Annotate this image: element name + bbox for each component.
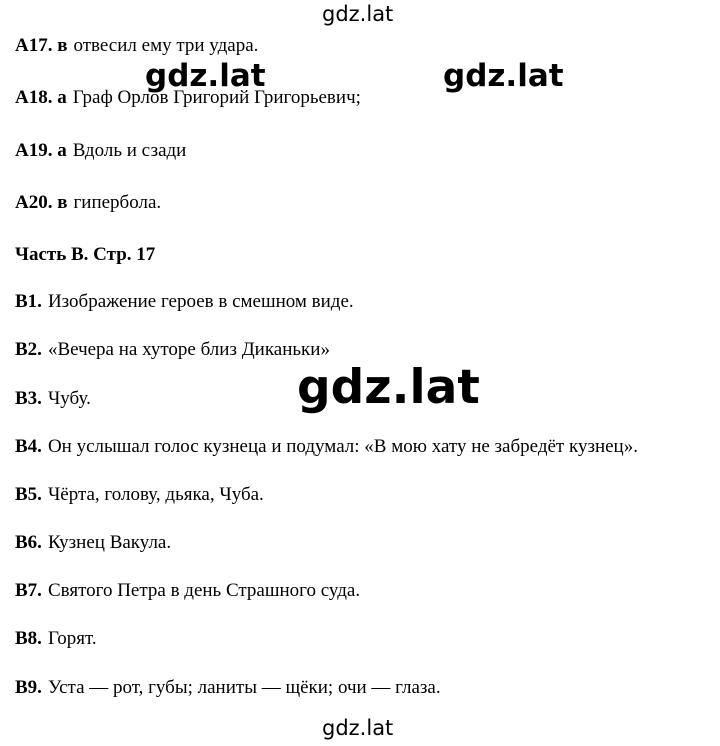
watermark-right: gdz.lat xyxy=(443,58,564,94)
answer-b3 xyxy=(15,388,91,410)
watermark-left: gdz.lat xyxy=(145,58,266,94)
watermark-top: gdz.lat xyxy=(322,2,394,26)
answer-text: Он услышал голос кузнеца и подумал: «В мою хату не забредёт кузнец». xyxy=(47,436,638,457)
answer-text: Граф Орлов Григорий Григорьевич; xyxy=(72,87,361,108)
answer-label: В8. xyxy=(15,628,42,649)
answer-b7 xyxy=(15,580,360,602)
section-b-heading: Часть В. Стр. 17 xyxy=(15,244,156,265)
watermark-center: gdz.lat xyxy=(297,360,480,415)
answer-a19 xyxy=(15,140,186,162)
answer-text: Изображение героев в смешном виде. xyxy=(47,291,354,312)
answer-b5 xyxy=(15,484,264,506)
answer-b1 xyxy=(15,291,354,313)
answer-a18 xyxy=(15,87,361,109)
answer-b2 xyxy=(15,339,330,361)
answer-text: Кузнец Вакула. xyxy=(47,532,172,553)
answer-label: А19. а xyxy=(15,140,67,161)
answer-label: В5. xyxy=(15,484,42,505)
answer-label: А18. а xyxy=(15,87,67,108)
answer-b6 xyxy=(15,532,171,554)
answer-text: Горят. xyxy=(47,628,97,649)
answer-label: В6. xyxy=(15,532,42,553)
answer-a20 xyxy=(15,192,161,214)
answer-text: Вдоль и сзади xyxy=(72,140,187,161)
answer-text: Святого Петра в день Страшного суда. xyxy=(47,580,361,601)
answer-text: Чёрта, голову, дьяка, Чуба. xyxy=(47,484,264,505)
answer-text: отвесил ему три удара. xyxy=(73,35,259,56)
answer-b4 xyxy=(15,436,638,458)
answer-label: В1. xyxy=(15,291,42,312)
answer-label: В3. xyxy=(15,388,42,409)
answer-label: В2. xyxy=(15,339,42,360)
answer-label: В4. xyxy=(15,436,42,457)
answer-text: Уста — рот, губы; ланиты — щёки; очи — глаза. xyxy=(47,677,441,698)
answer-text: «Вечера на хуторе близ Диканьки» xyxy=(47,339,330,360)
answer-a17 xyxy=(15,35,258,57)
answer-label: В9. xyxy=(15,677,42,698)
answer-b9 xyxy=(15,677,441,699)
answer-b8 xyxy=(15,628,97,650)
answer-label: В7. xyxy=(15,580,42,601)
answer-text: гипербола. xyxy=(73,192,162,213)
answer-label: А17. в xyxy=(15,35,68,56)
answer-text: Чубу. xyxy=(47,388,91,409)
watermark-bottom: gdz.lat xyxy=(322,716,394,740)
answer-label: А20. в xyxy=(15,192,68,213)
